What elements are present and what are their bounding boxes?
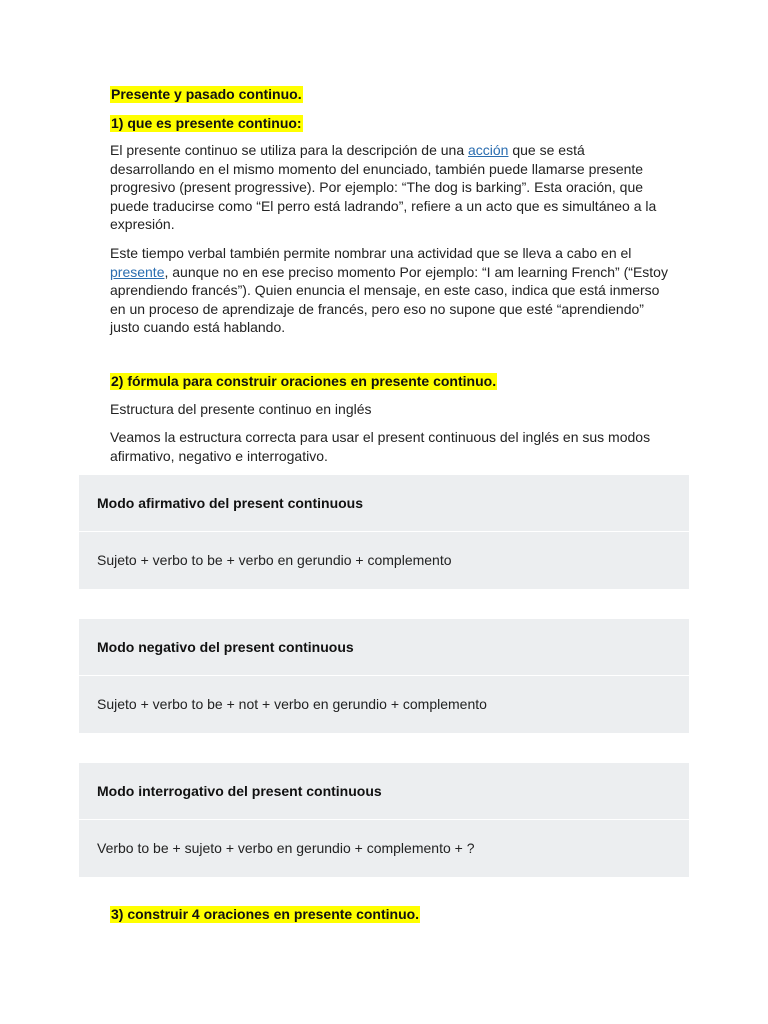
section-1-paragraph-2 [110,244,670,337]
section-1-heading: 1) que es presente continuo: [111,115,302,131]
section-2-paragraph-2: Veamos la estructura correcta para usar el present continuous del inglés en sus modos afirmativo, negativo e interrogativo. [110,429,651,464]
formula-box-formula: Sujeto + verbo to be + not + verbo en gerundio + complemento [97,696,487,712]
document-title: Presente y pasado continuo. [111,86,302,102]
link-presente[interactable]: presente [110,263,165,280]
formula-box-negative [79,619,689,733]
formula-box-formula: Verbo to be + sujeto + verbo en gerundio + complemento + ? [97,840,475,856]
paragraph-text: El presente continuo se utiliza para la descripción de una [110,142,468,158]
section-2-paragraph-1: Estructura del presente continuo en inglés [110,401,372,417]
formula-box-interrogative [79,763,689,877]
link-accion[interactable]: acción [468,142,509,158]
paragraph-text: Este tiempo verbal también permite nombrar una actividad que se lleva a cabo en el [110,245,632,261]
section-3-heading: 3) construir 4 oraciones en presente continuo. [111,906,420,922]
section-2-heading: 2) fórmula para construir oraciones en presente continuo. [111,373,497,389]
formula-box-heading: Modo interrogativo del present continuous [97,783,382,799]
formula-box-formula: Sujeto + verbo to be + verbo en gerundio + complemento [97,552,452,568]
paragraph-text: que se está desarrollando en el mismo momento del enunciado, también puede llamarse presente progresivo (present progressive). Por ejemplo: “The dog is barking”. Esta oración, que puede traducirse como “El perro está ladrando”, refiere a un acto que es simultáneo a la expresión. [110,142,657,232]
formula-box-heading: Modo afirmativo del present continuous [97,495,364,511]
section-1-paragraph-1 [110,141,670,234]
paragraph-text: , aunque no en ese preciso momento Por ejemplo: “I am learning French” (“Estoy aprendiendo francés”). Quien enuncia el mensaje, en este caso, indica que está inmerso en un proceso de aprendizaje de francés, pero eso no supone que esté “aprendiendo” justo cuando está hablando. [110,263,668,335]
formula-box-heading: Modo negativo del present continuous [97,639,354,655]
formula-box-affirmative [79,475,689,589]
